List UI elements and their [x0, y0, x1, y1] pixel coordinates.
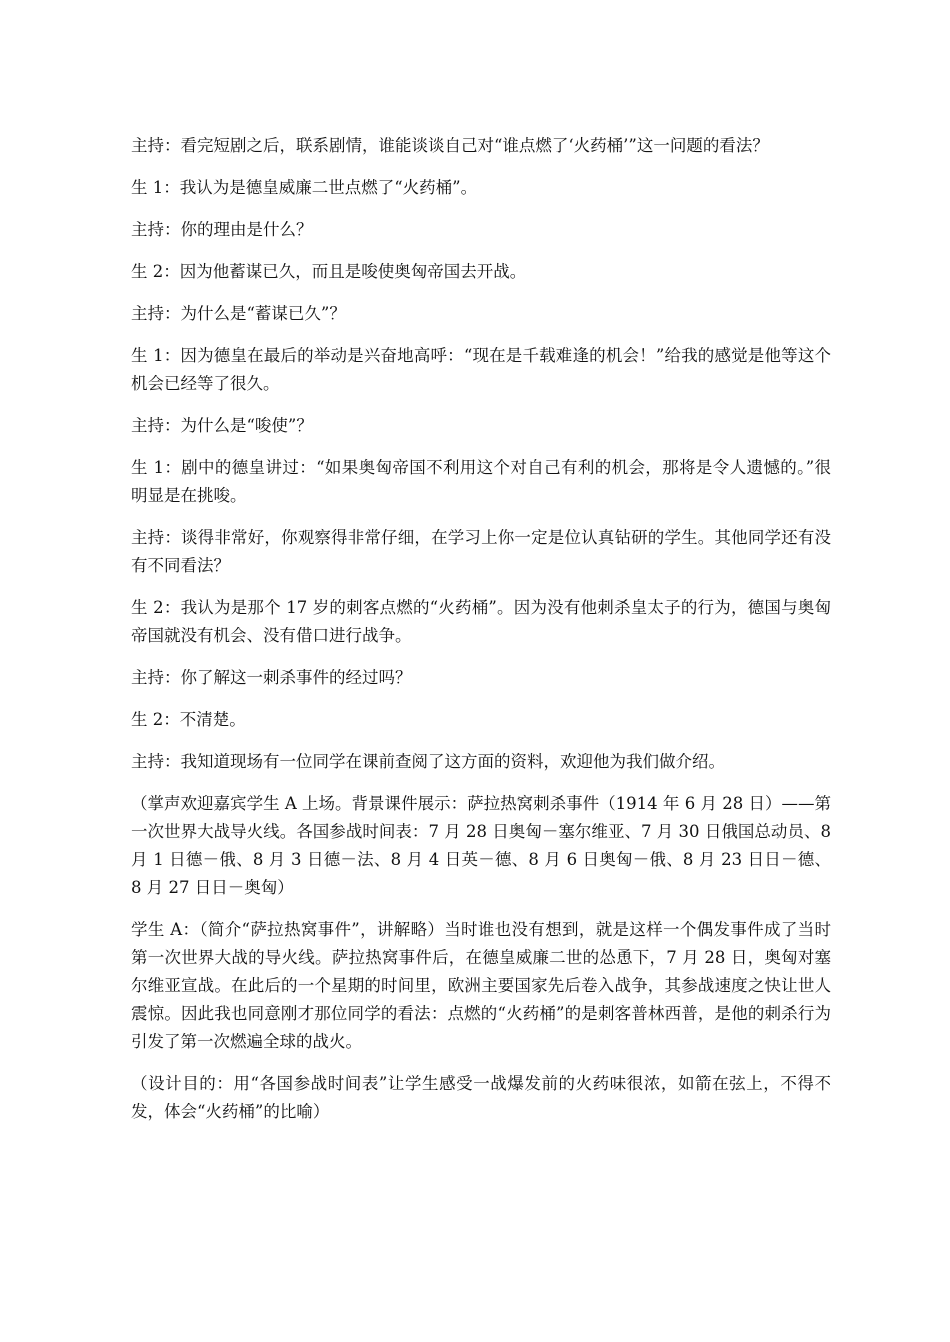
- paragraph-student2-answer: 生 2：因为他蓄谋已久，而且是唆使奥匈帝国去开战。: [131, 262, 527, 281]
- paragraph-host-reason: 主持：你的理由是什么？: [131, 220, 313, 239]
- paragraph-host-why-instigate: 主持：为什么是“唆使”？: [131, 416, 313, 435]
- paragraph-student-a-explanation: 学生 A：（简介“萨拉热窝事件”，讲解略）当时谁也没有想到，就是这样一个偶发事件成了当时第一次世界大战的导火线。萨拉热窝事件后，在德皇威廉二世的怂恿下，7 月 28 日，奥匈对塞尔维亚宣战。在此后的一个星期的时间里，欧洲主要国家先后卷入战争，其参战速度之快让世人震惊。因此我也同意刚才那位同学的看法：点燃的“火药桶”的是刺客普林西普，是他的刺杀行为引发了第一次燃遍全球的战火。: [131, 920, 831, 1051]
- paragraph-design-purpose: （设计目的：用“各国参战时间表”让学生感受一战爆发前的火药味很浓，如箭在弦上，不得不发，体会“火药桶”的比喻）: [131, 1074, 831, 1121]
- paragraph-host-praise: 主持：谈得非常好，你观察得非常仔细，在学习上你一定是位认真钻研的学生。其他同学还有没有不同看法？: [131, 528, 831, 575]
- paragraph-host-why-plotted: 主持：为什么是“蓄谋已久”？: [131, 304, 346, 323]
- paragraph-student2-assassin: 生 2：我认为是那个 17 岁的刺客点燃的“火药桶”。因为没有他刺杀皇太子的行为，德国与奥匈帝国就没有机会、没有借口进行战争。: [131, 598, 831, 645]
- paragraph-host-event-question: 主持：你了解这一刺杀事件的经过吗？: [131, 668, 412, 687]
- paragraph-background-timeline: （掌声欢迎嘉宾学生 A 上场。背景课件展示：萨拉热窝刺杀事件（1914 年 6 月 28 日）——第一次世界大战导火线。各国参战时间表：7 月 28 日奥匈－塞尔维亚、7 月 30 日俄国总动员、8 月 1 日德－俄、8 月 3 日德－法、8 月 4 日英－德、8 月 6 日奥匈－俄、8 月 23 日日－德、8 月 27 日日－奥匈）: [131, 794, 831, 897]
- paragraph-student2-unclear: 生 2：不清楚。: [131, 710, 246, 729]
- paragraph-host-question: 主持：看完短剧之后，联系剧情，谁能谈谈自己对“谁点燃了‘火药桶’”这一问题的看法？: [131, 136, 769, 155]
- paragraph-student1-explain: 生 1：因为德皇在最后的举动是兴奋地高呼：“现在是千载难逢的机会！”给我的感觉是他等这个机会已经等了很久。: [131, 346, 831, 393]
- paragraph-student1-answer: 生 1：我认为是德皇威廉二世点燃了“火药桶”。: [131, 178, 478, 197]
- document-body: [131, 132, 831, 1140]
- paragraph-host-introduce: 主持：我知道现场有一位同学在课前查阅了这方面的资料，欢迎他为我们做介绍。: [131, 752, 725, 771]
- paragraph-student1-quote: 生 1：剧中的德皇讲过：“如果奥匈帝国不利用这个对自己有利的机会，那将是令人遗憾的。”很明显是在挑唆。: [131, 458, 831, 505]
